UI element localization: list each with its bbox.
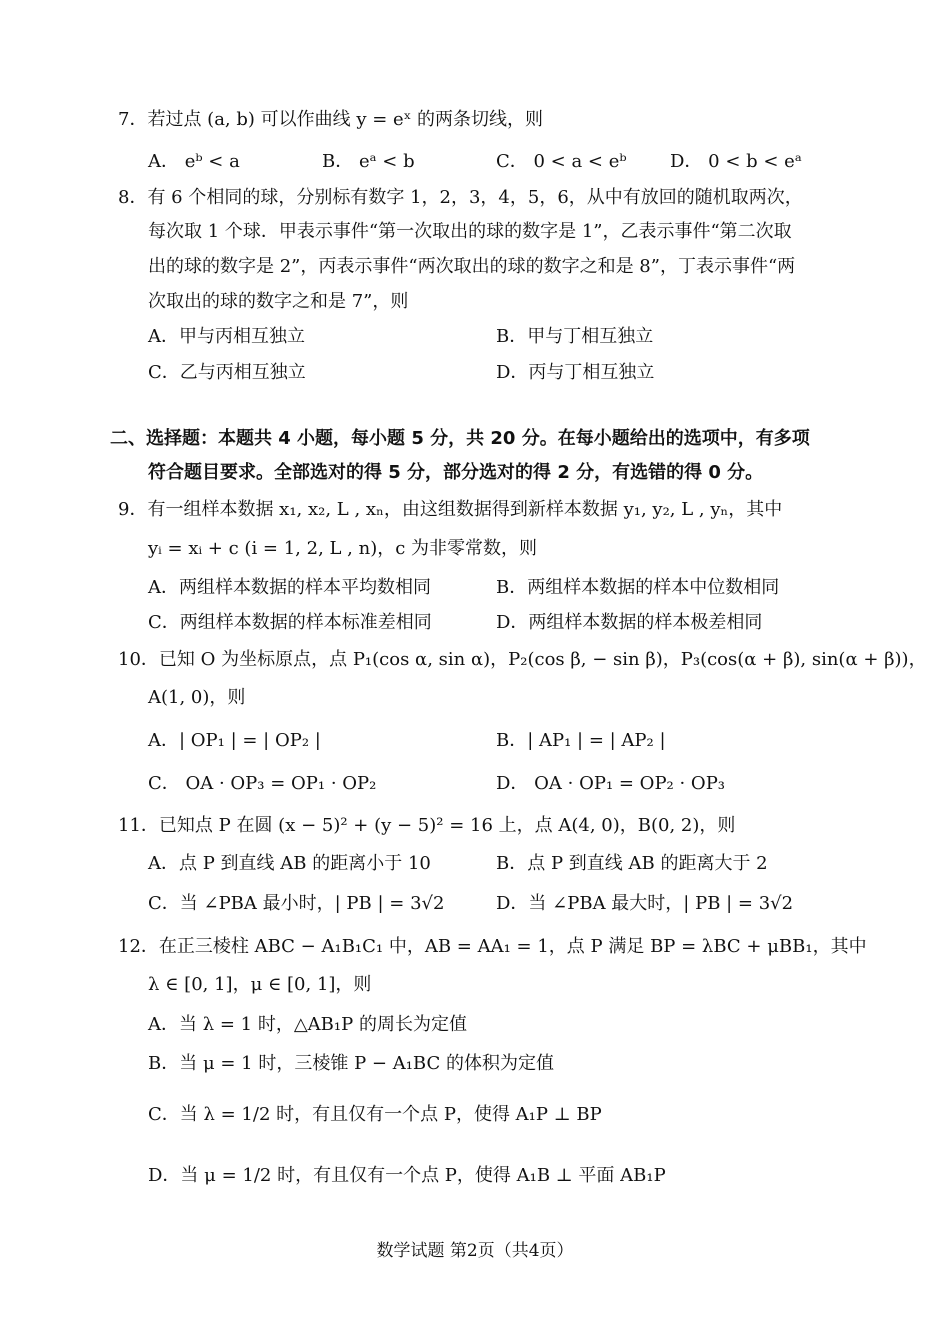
- q9-stem-line-1: 9．有一组样本数据 x₁, x₂, L , xₙ，由这组数据得到新样本数据 y₁, y₂, L , yₙ，其中: [118, 499, 783, 520]
- q10-option-a: A．| OP₁ | = | OP₂ |: [148, 730, 321, 751]
- q8-option-d: D．丙与丁相互独立: [496, 362, 655, 383]
- q9-option-a: A．两组样本数据的样本平均数相同: [148, 577, 431, 598]
- q8-stem-line-4: 次取出的球的数字之和是 7”，则: [148, 291, 409, 312]
- q12-option-d: D．当 μ = 1/2 时，有且仅有一个点 P，使得 A₁B ⊥ 平面 AB₁P: [148, 1165, 666, 1186]
- q8-stem-line-2: 每次取 1 个球．甲表示事件“第一次取出的球的数字是 1”，乙表示事件“第二次取: [148, 221, 792, 242]
- q10-stem-line-1: 10．已知 O 为坐标原点，点 P₁(cos α, sin α)，P₂(cos β, − sin β)，P₃(cos(α + β), sin(α + β))，: [118, 649, 927, 670]
- q10-option-c: C． OA · OP₃ = OP₁ · OP₂: [148, 773, 377, 794]
- q11-stem: 11．已知点 P 在圆 (x − 5)² + (y − 5)² = 16 上，点 A(4, 0)，B(0, 2)，则: [118, 815, 736, 836]
- q7-option-d: D． 0 < b < eᵃ: [670, 151, 802, 172]
- q11-option-d: D．当 ∠PBA 最大时，| PB | = 3√2: [496, 893, 794, 914]
- page-footer: 数学试题 第2页（共4页）: [376, 1241, 574, 1261]
- q7-stem: 7．若过点 (a, b) 可以作曲线 y = eˣ 的两条切线，则: [118, 109, 544, 130]
- section-2-heading-line-2: 符合题目要求。全部选对的得 5 分，部分选对的得 2 分，有选错的得 0 分。: [148, 462, 764, 483]
- section-2-heading-line-1: 二、选择题：本题共 4 小题，每小题 5 分，共 20 分。在每小题给出的选项中，有多项: [110, 428, 810, 449]
- q8-stem-line-1: 8．有 6 个相同的球，分别标有数字 1，2，3，4，5，6，从中有放回的随机取两次，: [118, 187, 803, 208]
- q9-option-b: B．两组样本数据的样本中位数相同: [496, 577, 780, 598]
- q7-option-a: A． eᵇ < a: [148, 151, 240, 172]
- q8-option-c: C．乙与丙相互独立: [148, 362, 306, 383]
- q8-option-b: B．甲与丁相互独立: [496, 326, 654, 347]
- q12-option-c: C．当 λ = 1/2 时，有且仅有一个点 P，使得 A₁P ⊥ BP: [148, 1104, 602, 1125]
- q9-option-c: C．两组样本数据的样本标准差相同: [148, 612, 432, 633]
- q9-stem-line-2: yᵢ = xᵢ + c (i = 1, 2, L , n)，c 为非零常数，则: [148, 538, 538, 559]
- q7-option-b: B． eᵃ < b: [322, 151, 415, 172]
- q12-option-a: A．当 λ = 1 时，△AB₁P 的周长为定值: [148, 1014, 467, 1035]
- q9-option-d: D．两组样本数据的样本极差相同: [496, 612, 763, 633]
- q12-stem-line-1: 12．在正三棱柱 ABC − A₁B₁C₁ 中，AB = AA₁ = 1，点 P 满足 BP = λBC + μBB₁，其中: [118, 936, 867, 957]
- q7-option-c: C． 0 < a < eᵇ: [496, 151, 627, 172]
- q8-option-a: A．甲与丙相互独立: [148, 326, 305, 347]
- q11-option-c: C．当 ∠PBA 最小时，| PB | = 3√2: [148, 893, 445, 914]
- q8-stem-line-3: 出的球的数字是 2”，丙表示事件“两次取出的球的数字之和是 8”，丁表示事件“两: [148, 256, 796, 277]
- q12-stem-line-2: λ ∈ [0, 1]，μ ∈ [0, 1]，则: [148, 974, 372, 995]
- q11-option-b: B．点 P 到直线 AB 的距离大于 2: [496, 853, 768, 874]
- q10-option-d: D． OA · OP₁ = OP₂ · OP₃: [496, 773, 726, 794]
- q10-option-b: B．| AP₁ | = | AP₂ |: [496, 730, 666, 751]
- q12-option-b: B．当 μ = 1 时，三棱锥 P − A₁BC 的体积为定值: [148, 1053, 554, 1074]
- q10-stem-line-2: A(1, 0)，则: [148, 687, 246, 708]
- q11-option-a: A．点 P 到直线 AB 的距离小于 10: [148, 853, 431, 874]
